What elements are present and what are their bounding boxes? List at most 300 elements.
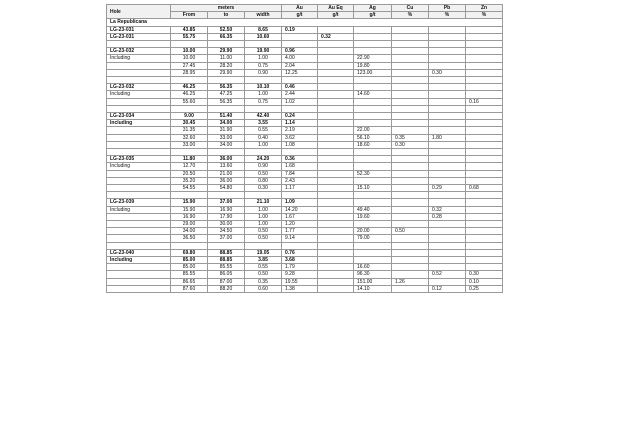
cell-pb: 0.32 (429, 206, 466, 213)
table-row (107, 170, 503, 177)
cell-pb (429, 235, 466, 242)
cell-pb (429, 91, 466, 98)
cell-zn (466, 221, 503, 228)
cell-aueq (318, 221, 354, 228)
cell-from: 27.45 (171, 62, 208, 69)
cell-aueq: 0.32 (318, 33, 354, 40)
empty-cell (245, 41, 282, 48)
header-width: width (245, 12, 282, 19)
cell-cu (392, 26, 429, 33)
cell-hole (107, 278, 171, 285)
cell-ag: 15.10 (354, 185, 392, 192)
cell-zn: 0.10 (466, 278, 503, 285)
cell-ag (354, 120, 392, 127)
cell-to: 85.55 (208, 264, 245, 271)
cell-aueq (318, 257, 354, 264)
cell-zn: 0.30 (466, 271, 503, 278)
cell-hole: Including (107, 91, 171, 98)
table-row (107, 199, 503, 206)
empty-cell (429, 41, 466, 48)
cell-zn (466, 228, 503, 235)
header-pb: Pb (429, 5, 466, 12)
table-row (107, 213, 503, 220)
cell-to: 56.35 (208, 98, 245, 105)
cell-hole: LG-23-035 (107, 156, 171, 163)
cell-cu (392, 257, 429, 264)
empty-cell (466, 105, 503, 112)
cell-from: 85.00 (171, 257, 208, 264)
cell-aueq (318, 84, 354, 91)
cell-ag: 49.40 (354, 206, 392, 213)
cell-to: 52.50 (208, 26, 245, 33)
table-row (107, 113, 503, 120)
empty-cell (245, 149, 282, 156)
cell-width: 8.65 (245, 26, 282, 33)
header-au-unit: g/t (282, 12, 318, 19)
table-row (107, 185, 503, 192)
cell-cu (392, 98, 429, 105)
empty-cell (245, 105, 282, 112)
cell-au: 1.38 (282, 285, 318, 292)
cell-pb (429, 33, 466, 40)
assay-results-document (106, 4, 502, 293)
cell-cu (392, 84, 429, 91)
cell-width: 1.00 (245, 141, 282, 148)
header-zn-unit: % (466, 12, 503, 19)
cell-from: 10.00 (171, 55, 208, 62)
cell-cu (392, 113, 429, 120)
empty-cell (208, 105, 245, 112)
cell-aueq (318, 249, 354, 256)
cell-hole (107, 69, 171, 76)
cell-width: 0.50 (245, 228, 282, 235)
cell-zn (466, 257, 503, 264)
table-row (107, 134, 503, 141)
table-row (107, 177, 503, 184)
cell-zn: 0.68 (466, 185, 503, 192)
cell-aueq (318, 177, 354, 184)
cell-width: 1.00 (245, 213, 282, 220)
cell-aueq (318, 26, 354, 33)
table-row (107, 62, 503, 69)
cell-zn (466, 141, 503, 148)
cell-from: 15.90 (171, 199, 208, 206)
cell-cu (392, 48, 429, 55)
cell-ag: 20.00 (354, 228, 392, 235)
cell-aueq (318, 113, 354, 120)
cell-to: 51.40 (208, 113, 245, 120)
cell-cu (392, 206, 429, 213)
cell-to: 16.90 (208, 206, 245, 213)
cell-from: 29.00 (171, 221, 208, 228)
cell-ag (354, 113, 392, 120)
cell-to: 21.00 (208, 170, 245, 177)
cell-ag (354, 33, 392, 40)
cell-zn (466, 264, 503, 271)
cell-zn (466, 113, 503, 120)
empty-cell (354, 149, 392, 156)
cell-aueq (318, 264, 354, 271)
cell-ag (354, 48, 392, 55)
cell-to: 66.35 (208, 33, 245, 40)
cell-zn (466, 206, 503, 213)
cell-zn (466, 33, 503, 40)
cell-au: 0.36 (282, 156, 318, 163)
header-cu: Cu (392, 5, 429, 12)
cell-to: 37.00 (208, 199, 245, 206)
cell-width: 19.05 (245, 249, 282, 256)
empty-cell (208, 41, 245, 48)
cell-au: 2.04 (282, 62, 318, 69)
cell-to: 36.00 (208, 156, 245, 163)
cell-from: 9.00 (171, 113, 208, 120)
cell-hole (107, 264, 171, 271)
cell-cu (392, 170, 429, 177)
cell-zn (466, 235, 503, 242)
empty-cell (171, 105, 208, 112)
cell-ag (354, 249, 392, 256)
cell-from: 12.70 (171, 163, 208, 170)
cell-ag: 52.30 (354, 170, 392, 177)
cell-aueq (318, 98, 354, 105)
cell-ag: 79.00 (354, 235, 392, 242)
cell-cu (392, 177, 429, 184)
cell-width: 0.75 (245, 98, 282, 105)
cell-ag: 123.00 (354, 69, 392, 76)
cell-pb (429, 228, 466, 235)
cell-to: 30.00 (208, 221, 245, 228)
cell-cu (392, 199, 429, 206)
empty-cell (318, 149, 354, 156)
cell-from: 54.55 (171, 185, 208, 192)
cell-hole (107, 185, 171, 192)
spacer-row (107, 105, 503, 112)
cell-to: 33.00 (208, 134, 245, 141)
cell-ag: 19.80 (354, 62, 392, 69)
cell-aueq (318, 170, 354, 177)
cell-zn (466, 199, 503, 206)
header-cu-unit: % (392, 12, 429, 19)
cell-ag: 14.10 (354, 285, 392, 292)
cell-hole (107, 221, 171, 228)
cell-au: 1.17 (282, 185, 318, 192)
cell-hole (107, 235, 171, 242)
empty-cell (282, 242, 318, 249)
cell-ag: 16.60 (354, 264, 392, 271)
cell-hole (107, 213, 171, 220)
cell-zn: 0.25 (466, 285, 503, 292)
cell-au: 0.24 (282, 113, 318, 120)
cell-aueq (318, 235, 354, 242)
cell-pb (429, 264, 466, 271)
cell-ag (354, 221, 392, 228)
cell-au: 1.20 (282, 221, 318, 228)
cell-to: 54.80 (208, 185, 245, 192)
empty-cell (429, 192, 466, 199)
cell-hole (107, 271, 171, 278)
table-row (107, 278, 503, 285)
cell-aueq (318, 141, 354, 148)
cell-from: 10.00 (171, 48, 208, 55)
table-header (107, 5, 503, 19)
cell-pb (429, 55, 466, 62)
cell-pb (429, 177, 466, 184)
cell-au: 12.25 (282, 69, 318, 76)
empty-cell (282, 149, 318, 156)
cell-from: 16.90 (171, 213, 208, 220)
header-to: to (208, 12, 245, 19)
cell-hole (107, 141, 171, 148)
cell-to: 47.25 (208, 91, 245, 98)
cell-hole: Including (107, 163, 171, 170)
cell-hole (107, 62, 171, 69)
cell-au: 2.44 (282, 91, 318, 98)
empty-cell (318, 105, 354, 112)
cell-hole: LG-23-031 (107, 33, 171, 40)
cell-hole: LG-23-032 (107, 48, 171, 55)
cell-aueq (318, 285, 354, 292)
cell-au: 0.19 (282, 26, 318, 33)
cell-to: 29.90 (208, 48, 245, 55)
cell-width: 0.40 (245, 134, 282, 141)
empty-cell (429, 105, 466, 112)
cell-from: 30.45 (171, 120, 208, 127)
header-pb-unit: % (429, 12, 466, 19)
cell-ag (354, 84, 392, 91)
spacer-row (107, 41, 503, 48)
cell-zn (466, 48, 503, 55)
table-row (107, 285, 503, 292)
table-row (107, 91, 503, 98)
cell-aueq (318, 134, 354, 141)
cell-cu (392, 213, 429, 220)
empty-cell (282, 105, 318, 112)
cell-cu: 0.35 (392, 134, 429, 141)
cell-hole (107, 127, 171, 134)
cell-to: 36.00 (208, 177, 245, 184)
cell-au: 1.09 (282, 199, 318, 206)
table-row (107, 264, 503, 271)
cell-au: 9.28 (282, 271, 318, 278)
cell-au: 1.79 (282, 264, 318, 271)
cell-aueq (318, 91, 354, 98)
cell-to: 34.50 (208, 228, 245, 235)
cell-cu: 0.30 (392, 141, 429, 148)
empty-cell (392, 149, 429, 156)
table-row (107, 120, 503, 127)
cell-from: 43.85 (171, 26, 208, 33)
cell-hole: Including (107, 55, 171, 62)
cell-hole: LG-23-034 (107, 113, 171, 120)
cell-ag (354, 26, 392, 33)
table-row (107, 271, 503, 278)
empty-cell (466, 77, 503, 84)
cell-to: 31.90 (208, 127, 245, 134)
header-au: Au (282, 5, 318, 12)
cell-zn (466, 156, 503, 163)
empty-cell (107, 77, 171, 84)
cell-from: 35.20 (171, 177, 208, 184)
cell-width: 0.35 (245, 278, 282, 285)
cell-from: 87.60 (171, 285, 208, 292)
empty-cell (354, 105, 392, 112)
cell-from: 55.60 (171, 98, 208, 105)
empty-cell (208, 149, 245, 156)
empty-cell (107, 41, 171, 48)
cell-au: 7.84 (282, 170, 318, 177)
cell-hole (107, 228, 171, 235)
empty-cell (429, 242, 466, 249)
cell-to: 34.00 (208, 120, 245, 127)
empty-cell (107, 105, 171, 112)
cell-au: 3.62 (282, 134, 318, 141)
cell-zn (466, 55, 503, 62)
cell-cu (392, 120, 429, 127)
cell-cu (392, 221, 429, 228)
cell-aueq (318, 271, 354, 278)
empty-cell (392, 41, 429, 48)
header-meters: meters (171, 5, 282, 12)
cell-aueq (318, 213, 354, 220)
empty-cell (392, 192, 429, 199)
cell-width: 1.00 (245, 221, 282, 228)
cell-hole: Including (107, 120, 171, 127)
empty-cell (354, 242, 392, 249)
cell-to: 87.00 (208, 278, 245, 285)
empty-cell (466, 41, 503, 48)
cell-ag: 96.30 (354, 271, 392, 278)
empty-cell (171, 41, 208, 48)
cell-pb: 0.52 (429, 271, 466, 278)
table-row (107, 33, 503, 40)
cell-ag: 151.00 (354, 278, 392, 285)
cell-cu (392, 69, 429, 76)
cell-width: 0.75 (245, 62, 282, 69)
cell-zn (466, 84, 503, 91)
table-row (107, 257, 503, 264)
table-row (107, 98, 503, 105)
cell-width: 0.30 (245, 185, 282, 192)
cell-zn (466, 213, 503, 220)
empty-cell (354, 192, 392, 199)
cell-cu (392, 127, 429, 134)
cell-to: 34.00 (208, 141, 245, 148)
header-ag: Ag (354, 5, 392, 12)
cell-zn: 0.16 (466, 98, 503, 105)
table-row (107, 221, 503, 228)
cell-au: 0.96 (282, 48, 318, 55)
cell-cu (392, 249, 429, 256)
cell-width: 0.55 (245, 264, 282, 271)
empty-cell (318, 192, 354, 199)
table-row (107, 141, 503, 148)
cell-to: 37.00 (208, 235, 245, 242)
cell-aueq (318, 228, 354, 235)
cell-ag: 14.60 (354, 91, 392, 98)
cell-pb: 0.28 (429, 213, 466, 220)
cell-pb (429, 62, 466, 69)
empty-cell (171, 242, 208, 249)
cell-zn (466, 62, 503, 69)
table-row (107, 26, 503, 33)
header-zn: Zn (466, 5, 503, 12)
table-row (107, 235, 503, 242)
cell-pb: 0.29 (429, 185, 466, 192)
cell-hole: LG-23-031 (107, 26, 171, 33)
table-row (107, 69, 503, 76)
cell-aueq (318, 156, 354, 163)
empty-cell (318, 41, 354, 48)
cell-cu (392, 264, 429, 271)
cell-cu (392, 235, 429, 242)
cell-zn (466, 249, 503, 256)
empty-cell (392, 105, 429, 112)
cell-from: 55.75 (171, 33, 208, 40)
empty-cell (466, 192, 503, 199)
cell-hole (107, 134, 171, 141)
empty-cell (171, 77, 208, 84)
cell-aueq (318, 48, 354, 55)
cell-zn (466, 134, 503, 141)
section-row (107, 19, 503, 26)
cell-to: 88.20 (208, 285, 245, 292)
cell-from: 32.60 (171, 134, 208, 141)
cell-pb (429, 113, 466, 120)
cell-from: 33.00 (171, 141, 208, 148)
table-row (107, 55, 503, 62)
empty-cell (392, 242, 429, 249)
empty-cell (245, 242, 282, 249)
empty-cell (245, 192, 282, 199)
cell-to: 56.35 (208, 84, 245, 91)
cell-cu (392, 156, 429, 163)
empty-cell (245, 77, 282, 84)
cell-width: 42.40 (245, 113, 282, 120)
cell-pb (429, 163, 466, 170)
cell-zn (466, 177, 503, 184)
cell-pb: 0.12 (429, 285, 466, 292)
cell-cu: 0.50 (392, 228, 429, 235)
cell-width: 0.80 (245, 177, 282, 184)
empty-cell (354, 77, 392, 84)
cell-au: 1.77 (282, 228, 318, 235)
cell-aueq (318, 120, 354, 127)
cell-width: 0.50 (245, 235, 282, 242)
cell-pb (429, 199, 466, 206)
cell-from: 85.55 (171, 271, 208, 278)
cell-pb (429, 120, 466, 127)
cell-ag: 22.90 (354, 55, 392, 62)
cell-hole: LG-23-032 (107, 84, 171, 91)
cell-au: 4.00 (282, 55, 318, 62)
cell-width: 0.55 (245, 127, 282, 134)
cell-hole: Including (107, 257, 171, 264)
cell-au: 14.20 (282, 206, 318, 213)
cell-width: 0.90 (245, 69, 282, 76)
cell-au (282, 33, 318, 40)
cell-au: 9.14 (282, 235, 318, 242)
cell-au: 2.43 (282, 177, 318, 184)
cell-from: 86.65 (171, 278, 208, 285)
table-row (107, 228, 503, 235)
cell-pb (429, 278, 466, 285)
spacer-row (107, 242, 503, 249)
empty-cell (171, 149, 208, 156)
cell-pb (429, 98, 466, 105)
cell-to: 11.00 (208, 55, 245, 62)
cell-zn (466, 163, 503, 170)
cell-from: 15.90 (171, 206, 208, 213)
